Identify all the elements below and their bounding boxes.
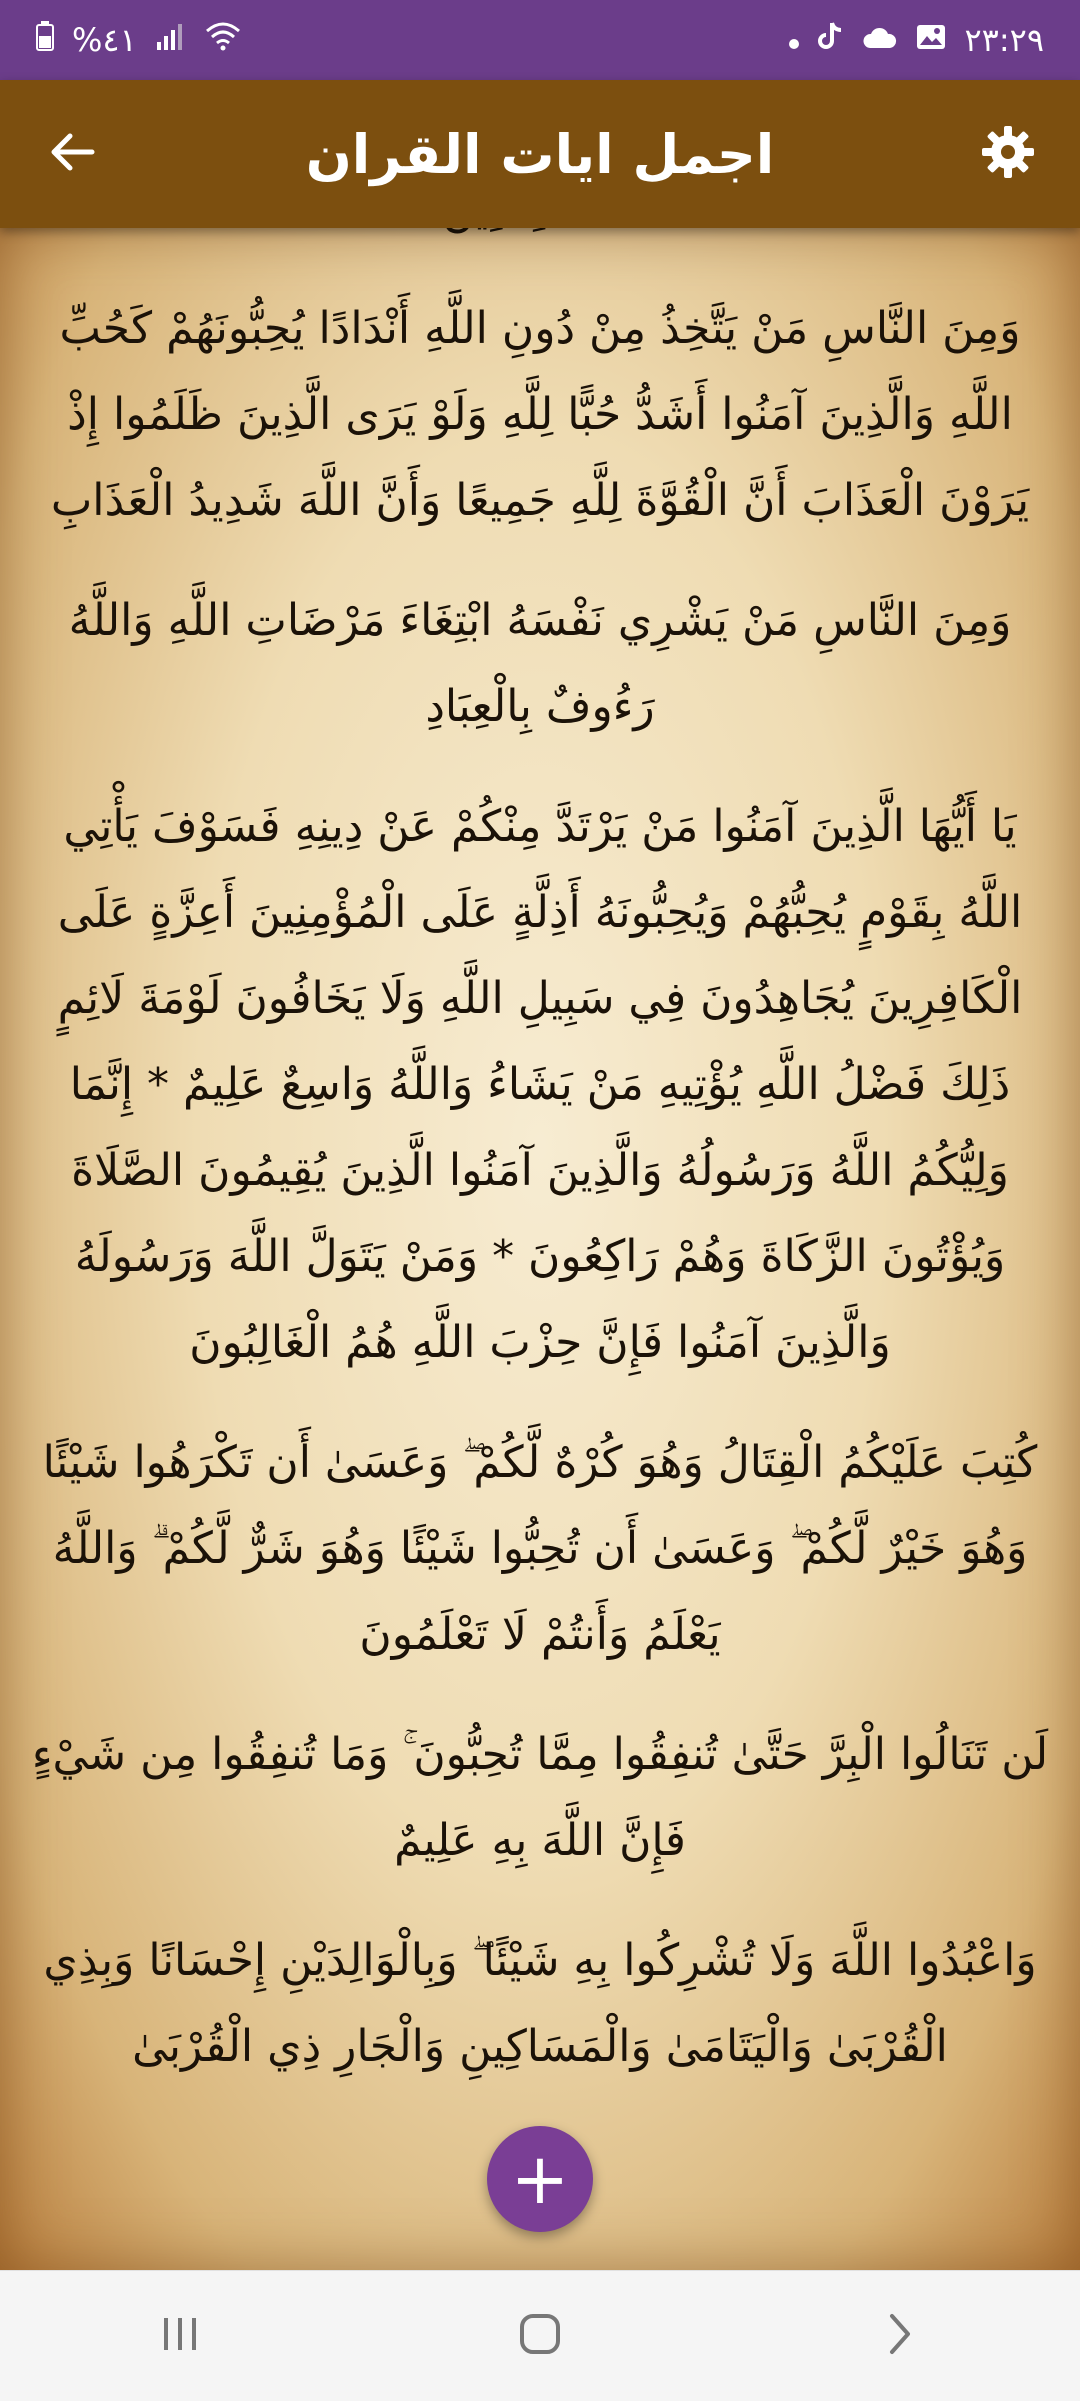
status-time: ٢٣:٢٩ — [964, 21, 1044, 59]
verse-item: لَن تَنَالُوا الْبِرَّ حَتَّىٰ تُنفِقُوا مِمَّا تُحِبُّونَ ۚ وَمَا تُنفِقُوا مِن شَيْءٍ فَإِنَّ اللَّهَ بِهِ عَلِيمٌ — [31, 1729, 1049, 1866]
status-left — [36, 21, 243, 59]
dot-icon — [788, 23, 800, 58]
app-bar — [0, 80, 1080, 228]
recent-apps-button[interactable] — [120, 2291, 240, 2381]
back-button[interactable] — [36, 118, 108, 190]
verses-list — [30, 166, 1050, 2124]
settings-button[interactable] — [972, 118, 1044, 190]
verse-item: كُتِبَ عَلَيْكُمُ الْقِتَالُ وَهُوَ كُرْهٌ لَّكُمْ ۖ وَعَسَىٰ أَن تَكْرَهُوا شَيْئًا وَهُوَ خَيْرٌ لَّكُمْ ۖ وَعَسَىٰ أَن تُحِبُّوا شَيْئًا وَهُوَ شَرٌّ لَّكُمْ ۗ وَاللَّهُ يَعْلَمُ وَأَنتُمْ لَا تَعْلَمُونَ — [42, 1437, 1038, 1660]
tiktok-icon — [818, 21, 844, 59]
system-nav-bar — [0, 2270, 1080, 2401]
battery-percent: %٤١ — [72, 21, 137, 59]
add-button[interactable] — [487, 2126, 593, 2232]
home-icon — [516, 2310, 564, 2362]
status-bar — [0, 0, 1080, 80]
verse-item: وَمِنَ النَّاسِ مَنْ يَتَّخِذُ مِنْ دُونِ اللَّهِ أَنْدَادًا يُحِبُّونَهُمْ كَحُبِّ اللَّهِ وَالَّذِينَ آمَنُوا أَشَدُّ حُبًّا لِلَّهِ وَلَوْ يَرَى الَّذِينَ ظَلَمُوا إِذْ يَرَوْنَ الْعَذَابَ أَنَّ الْقُوَّةَ لِلَّهِ جَمِيعًا وَأَنَّ اللَّهَ شَدِيدُ الْعَذَابِ — [50, 303, 1030, 526]
battery-icon — [36, 21, 54, 59]
verse-item: وَمِنَ النَّاسِ مَنْ يَشْرِي نَفْسَهُ ابْتِغَاءَ مَرْضَاتِ اللَّهِ وَاللَّهُ رَءُوفٌ بِالْعِبَادِ — [68, 595, 1012, 732]
verse-item: وَاعْبُدُوا اللَّهَ وَلَا تُشْرِكُوا بِهِ شَيْئًا ۖ وَبِالْوَالِدَيْنِ إِحْسَانًا وَبِذِي الْقُرْبَىٰ وَالْيَتَامَىٰ وَالْمَسَاكِينِ وَالْجَارِ ذِي الْقُرْبَىٰ — [43, 1935, 1037, 2072]
back-icon — [880, 2310, 920, 2362]
verse-item: يَا أَيُّهَا الَّذِينَ آمَنُوا مَنْ يَرْتَدَّ مِنْكُمْ عَنْ دِينِهِ فَسَوْفَ يَأْتِي اللَّهُ بِقَوْمٍ يُحِبُّهُمْ وَيُحِبُّونَهُ أَذِلَّةٍ عَلَى الْمُؤْمِنِينَ أَعِزَّةٍ عَلَى الْكَافِرِينَ يُجَاهِدُونَ فِي سَبِيلِ اللَّهِ وَلَا يَخَافُونَ لَوْمَةَ لَائِمٍ ذَلِكَ فَضْلُ اللَّهِ يُؤْتِيهِ مَنْ يَشَاءُ وَاللَّهُ وَاسِعٌ عَلِيمٌ * إِنَّمَا وَلِيُّكُمُ اللَّهُ وَرَسُولُهُ وَالَّذِينَ آمَنُوا الَّذِينَ يُقِيمُونَ الصَّلَاةَ وَيُؤْتُونَ الزَّكَاةَ وَهُمْ رَاكِعُونَ * وَمَنْ يَتَوَلَّ اللَّهَ وَرَسُولَهُ وَالَّذِينَ آمَنُوا فَإِنَّ حِزْبَ اللَّهِ هُمُ الْغَالِبُونَ — [57, 801, 1023, 1368]
arrow-back-icon — [46, 126, 98, 182]
recent-apps-icon — [158, 2314, 202, 2358]
plus-icon: + — [510, 2138, 570, 2220]
verses-scroll-area[interactable] — [0, 228, 1080, 2270]
status-right — [788, 21, 1044, 59]
home-button[interactable] — [480, 2291, 600, 2381]
gear-icon — [980, 124, 1036, 184]
signal-icon — [155, 22, 185, 58]
back-nav-button[interactable] — [840, 2291, 960, 2381]
wifi-icon — [203, 21, 243, 59]
page-title: اجمل ايات القران — [305, 122, 775, 186]
image-icon — [916, 23, 946, 58]
cloud-icon — [862, 23, 898, 58]
